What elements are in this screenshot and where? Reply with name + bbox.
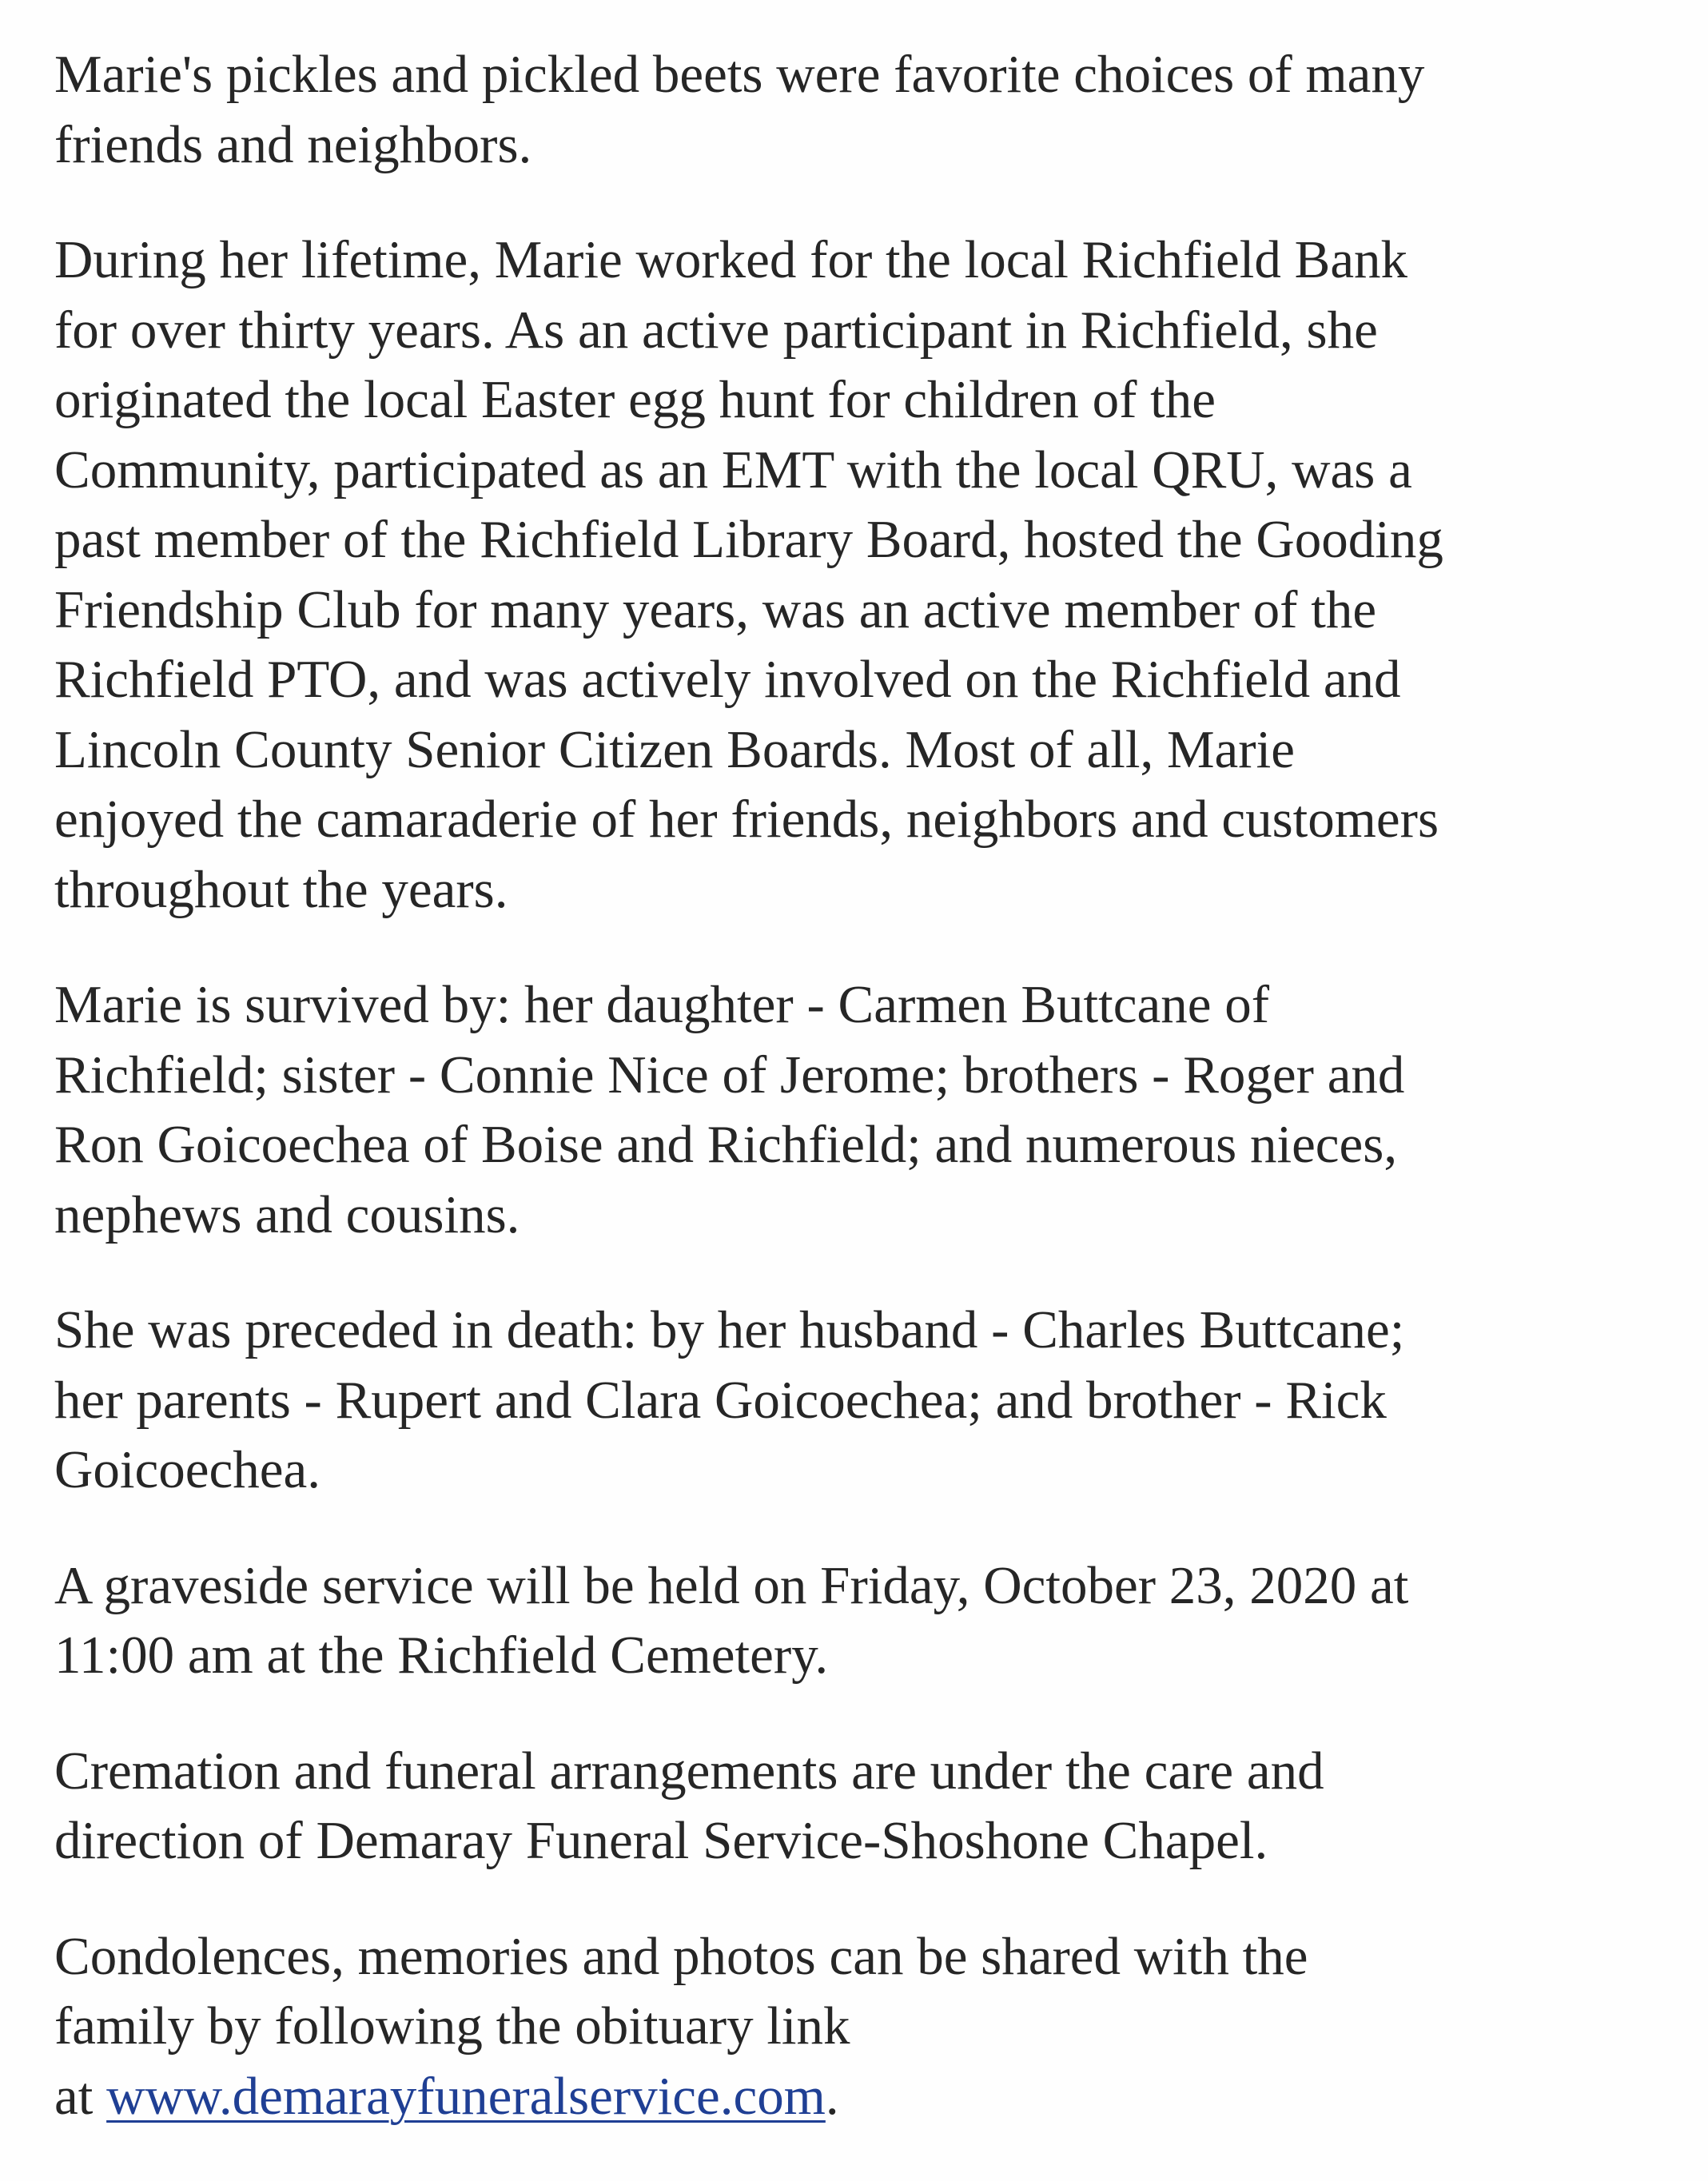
paragraph-pickles bbox=[54, 40, 1661, 180]
text-line: Richfield PTO, and was actively involved on the Richfield and bbox=[54, 650, 1401, 709]
text-line: Cremation and funeral arrangements are under the care and bbox=[54, 1741, 1324, 1801]
link-prefix: at bbox=[54, 2066, 107, 2126]
text-line: Condolences, memories and photos can be shared with the bbox=[54, 1926, 1308, 1986]
text-line: Marie's pickles and pickled beets were favorite choices of many bbox=[54, 45, 1425, 104]
text-line: She was preceded in death: by her husband - Charles Buttcane; bbox=[54, 1300, 1405, 1359]
text-line: friends and neighbors. bbox=[54, 114, 532, 174]
text-line: During her lifetime, Marie worked for the local Richfield Bank bbox=[54, 230, 1408, 289]
paragraph-lifetime bbox=[54, 225, 1661, 925]
link-suffix: . bbox=[825, 2066, 839, 2126]
text-line: nephews and cousins. bbox=[54, 1184, 520, 1244]
text-line: Friendship Club for many years, was an active member of the bbox=[54, 579, 1377, 639]
text-line: enjoyed the camaraderie of her friends, neighbors and customers bbox=[54, 790, 1439, 849]
text-line: Ron Goicoechea of Boise and Richfield; and numerous nieces, bbox=[54, 1115, 1398, 1174]
link-line bbox=[54, 2062, 1661, 2132]
text-line: originated the local Easter egg hunt for children of the bbox=[54, 370, 1216, 429]
text-line: family by following the obituary link bbox=[54, 1996, 850, 2056]
paragraph-survived-by bbox=[54, 970, 1661, 1250]
text-line: direction of Demaray Funeral Service-Shoshone Chapel. bbox=[54, 1811, 1268, 1870]
funeral-service-link[interactable]: www.demarayfuneralservice.com bbox=[106, 2066, 826, 2126]
obituary-text bbox=[54, 40, 1661, 2131]
text-line: her parents - Rupert and Clara Goicoechea; and brother - Rick bbox=[54, 1370, 1387, 1430]
paragraph-preceded-in-death bbox=[54, 1295, 1661, 1506]
text-line: past member of the Richfield Library Board, hosted the Gooding bbox=[54, 510, 1443, 569]
paragraph-graveside-service bbox=[54, 1551, 1661, 1691]
text-line: throughout the years. bbox=[54, 859, 508, 919]
text-line: A graveside service will be held on Friday, October 23, 2020 at bbox=[54, 1555, 1409, 1615]
paragraph-arrangements bbox=[54, 1737, 1661, 1877]
text-line: Lincoln County Senior Citizen Boards. Most of all, Marie bbox=[54, 719, 1295, 779]
text-line: 11:00 am at the Richfield Cemetery. bbox=[54, 1626, 829, 1685]
text-line: Marie is survived by: her daughter - Carmen Buttcane of bbox=[54, 975, 1270, 1034]
paragraph-condolences bbox=[54, 1922, 1661, 2132]
text-line: Goicoechea. bbox=[54, 1440, 320, 1499]
text-line: Richfield; sister - Connie Nice of Jerome; brothers - Roger and bbox=[54, 1045, 1405, 1104]
text-line: for over thirty years. As an active participant in Richfield, she bbox=[54, 300, 1378, 360]
text-line: Community, participated as an EMT with the local QRU, was a bbox=[54, 440, 1412, 499]
